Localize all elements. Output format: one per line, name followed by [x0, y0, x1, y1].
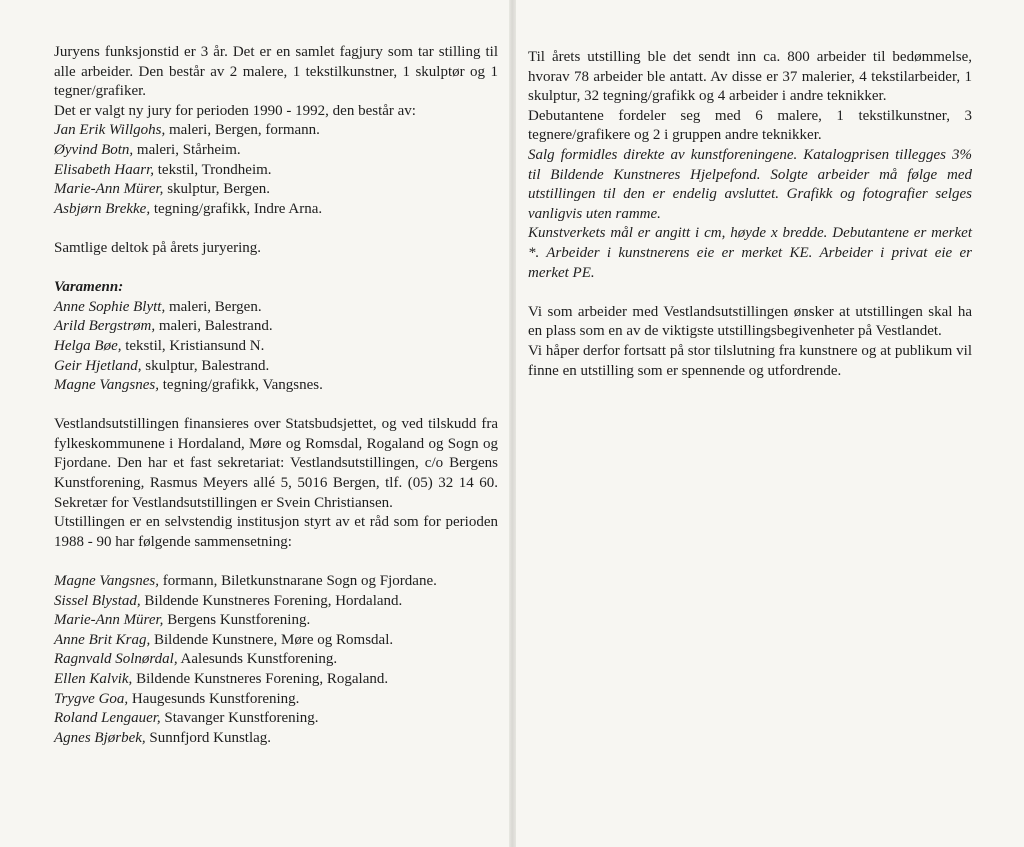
council-member — [54, 670, 498, 690]
council-member-role: Bildende Kunstnere, Møre og Romsdal. — [150, 631, 394, 648]
deputy-name: Anne Sophie Blytt, — [54, 298, 166, 315]
closing-paragraph: Vi håper derfor fortsatt på stor tilslutning fra kunstnere og at publikum vil finne en utstilling som er spennende og utfordrende. — [528, 342, 972, 379]
council-member — [54, 631, 498, 651]
jury-member-name: Øyvind Botn, — [54, 141, 134, 158]
council-member-role: Bergens Kunstforening. — [163, 612, 311, 629]
council-member-name: Anne Brit Krag, — [54, 631, 151, 648]
council-member-list — [54, 572, 498, 748]
council-member — [54, 592, 498, 612]
hope-paragraph: Vi som arbeider med Vestlandsutstillingen ønsker at utstillingen skal ha en plass som en av de viktigste utstillingsbegivenheter på Vestlandet. — [528, 303, 972, 340]
council-member — [54, 690, 498, 710]
jury-member — [54, 180, 498, 200]
left-column — [54, 43, 498, 748]
deputy-role: tekstil, Kristiansund N. — [121, 337, 265, 354]
deputy — [54, 357, 498, 377]
council-member — [54, 729, 498, 749]
jury-member-list — [54, 121, 498, 219]
jury-member-role: maleri, Stårheim. — [133, 141, 241, 158]
all-participated-paragraph: Samtlige deltok på årets juryering. — [54, 239, 262, 256]
deputy — [54, 298, 498, 318]
jury-member-name: Marie-Ann Mürer, — [54, 181, 164, 198]
council-member-name: Agnes Bjørbek, — [54, 729, 146, 746]
deputy-list — [54, 298, 498, 396]
council-member — [54, 650, 498, 670]
jury-member-name: Jan Erik Willgohs, — [54, 122, 166, 139]
jury-member-role: skulptur, Bergen. — [163, 181, 271, 198]
council-member-name: Roland Lengauer, — [54, 710, 161, 727]
jury-member-role: tekstil, Trondheim. — [154, 161, 272, 178]
council-member-name: Magne Vangsnes, — [54, 573, 159, 590]
measures-paragraph: Kunstverkets mål er angitt i cm, høyde x bredde. Debutantene er merket *. Arbeider i kunstnerens eie er merket KE. Arbeider i privat eie er merket PE. — [528, 225, 972, 281]
deputy-role: tegning/grafikk, Vangsnes. — [159, 377, 323, 394]
deputy-name: Helga Bøe, — [54, 337, 122, 354]
council-member-name: Marie-Ann Mürer, — [54, 612, 164, 629]
jury-member — [54, 161, 498, 181]
council-member-role: Sunnfjord Kunstlag. — [145, 729, 272, 746]
council-member-role: Bildende Kunstneres Forening, Hordaland. — [140, 592, 403, 609]
deputy — [54, 317, 498, 337]
council-member-name: Ragnvald Solnørdal, — [54, 651, 178, 668]
council-member-name: Ellen Kalvik, — [54, 671, 133, 687]
deputy-role: skulptur, Balestrand. — [141, 357, 270, 374]
deputy-role: maleri, Bergen. — [165, 298, 262, 315]
jury-member — [54, 200, 498, 220]
jury-member — [54, 121, 498, 141]
council-member-name: Trygve Goa, — [54, 690, 129, 707]
sales-paragraph: Salg formidles direkte av kunstforeningene. Katalogprisen tillegges 3% til Bildende Kunstneres Hjelpefond. Solgte arbeider må følge med utstillingen til den er endelig avsluttet. Grafikk og fotografier selges vanligvis uten ramme. — [528, 146, 972, 222]
right-column — [528, 48, 972, 381]
deputy-role: maleri, Balestrand. — [155, 318, 273, 335]
council-member — [54, 709, 498, 729]
council-member-role: Haugesunds Kunstforening. — [128, 690, 300, 707]
book-gutter — [509, 0, 516, 847]
council-paragraph: Utstillingen er en selvstendig institusjon styrt av et råd som for perioden 1988 - 90 har følgende sammensetning: — [54, 514, 498, 550]
council-member-role: formann, Biletkunstnarane Sogn og Fjordane. — [159, 573, 437, 590]
jury-term-paragraph: Juryens funksjonstid er 3 år. Det er en samlet fagjury som tar stilling til alle arbeider. Den består av 2 malere, 1 tekstilkunstner, 1 skulptør og 1 tegner/grafiker. — [54, 44, 498, 100]
jury-member — [54, 141, 498, 161]
jury-member-name: Asbjørn Brekke, — [54, 200, 151, 217]
jury-member-role: tegning/grafikk, Indre Arna. — [150, 200, 323, 217]
council-member-name: Sissel Blystad, — [54, 592, 141, 609]
deputy-name: Magne Vangsnes, — [54, 377, 159, 394]
council-member-role: Aalesunds Kunstforening. — [177, 651, 338, 668]
council-member-role: Stavanger Kunstforening. — [160, 710, 319, 727]
jury-member-name: Elisabeth Haarr, — [54, 161, 155, 178]
council-member — [54, 611, 498, 631]
council-member — [54, 572, 498, 592]
jury-period-paragraph: Det er valgt ny jury for perioden 1990 - 1992, den består av: — [54, 102, 416, 119]
deputy-name: Arild Bergstrøm, — [54, 318, 156, 335]
deputy — [54, 337, 498, 357]
submissions-paragraph: Til årets utstilling ble det sendt inn ca. 800 arbeider til bedømmelse, hvorav 78 arbeider ble antatt. Av disse er 37 malerier, 4 tekstilarbeider, 1 skulptur, 32 tegning/grafikk og 4 arbeider i andre teknikker. — [528, 49, 972, 105]
finance-paragraph: Vestlandsutstillingen finansieres over Statsbudsjettet, og ved tilskudd fra fylkeskommunene i Hordaland, Møre og Romsdal, Rogaland og Sogn og Fjordane. Den har et fast sekretariat: Vestlandsutstillingen, c/o Bergens Kunstforening, Rasmus Meyers allé 5, 5016 Bergen, tlf. (05) 32 14 60. Sekretær for Vestlandsutstillingen er Svein Christiansen. — [54, 416, 498, 511]
deputies-heading: Varamenn: — [54, 279, 124, 296]
deputy — [54, 376, 498, 396]
jury-member-role: maleri, Bergen, formann. — [165, 122, 320, 139]
deputy-name: Geir Hjetland, — [54, 357, 142, 374]
council-member-role: Bildende Kunstneres Forening, Rogaland. — [132, 671, 389, 687]
debutants-paragraph: Debutantene fordeler seg med 6 malere, 1 tekstilkunstner, 3 tegnere/grafikere og 2 i gruppen andre teknikker. — [528, 107, 972, 144]
